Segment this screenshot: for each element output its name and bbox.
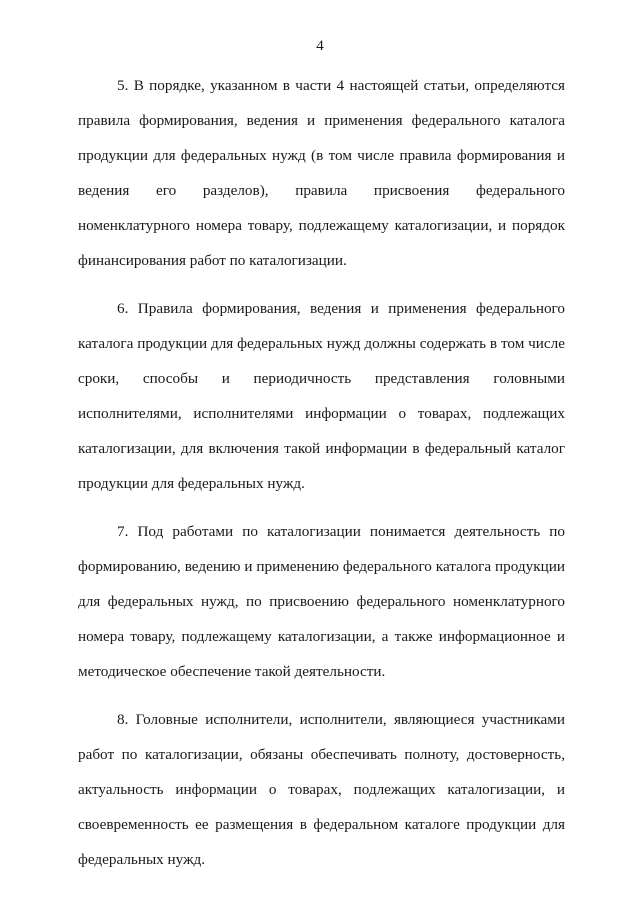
page-number: 4: [316, 38, 324, 54]
paragraph-5: 5. В порядке, указанном в части 4 настоящей статьи, определяются правила формирования, ведения и применения федерального каталога продукции для федеральных нужд (в том числе правила формирования и ведения его разделов), правила присвоения федерального номенклатурного номера товару, подлежащему каталогизации, и порядок финансирования работ по каталогизации.: [78, 77, 565, 269]
paragraph-7: 7. Под работами по каталогизации понимается деятельность по формированию, ведению и применению федерального каталога продукции для федеральных нужд, по присвоению федерального номенклатурного номера товару, подлежащему каталогизации, а также информационное и методическое обеспечение такой деятельности.: [78, 523, 565, 680]
paragraph-6: 6. Правила формирования, ведения и применения федерального каталога продукции для федеральных нужд должны содержать в том числе сроки, способы и периодичность представления головными исполнителями, исполнителями информации о товарах, подлежащих каталогизации, для включения такой информации в федеральный каталог продукции для федеральных нужд.: [78, 300, 565, 492]
paragraph-8: 8. Головные исполнители, исполнители, являющиеся участниками работ по каталогизации, обязаны обеспечивать полноту, достоверность, актуальность информации о товарах, подлежащих каталогизации, и своевременность ее размещения в федеральном каталоге продукции для федеральных нужд.: [78, 711, 565, 868]
document-body: [78, 68, 565, 890]
